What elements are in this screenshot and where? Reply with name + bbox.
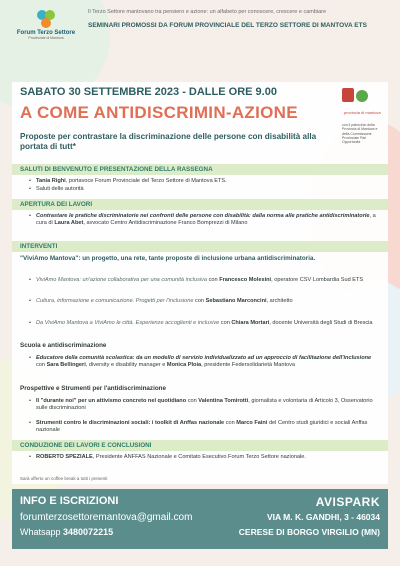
- talk-title: ViviAmo Mantova: un'azione collaborativa per una comunità inclusiva: [36, 277, 208, 283]
- speaker-name: Sebastiano Marconcini: [205, 298, 267, 304]
- list-item: [36, 320, 376, 327]
- connector-text: con: [219, 320, 232, 326]
- list-item: [36, 277, 376, 284]
- subsection-heading: "ViviAmo Mantova": un progetto, una rete, tante proposte di inclusione urbana antidiscriminatoria.: [20, 255, 316, 262]
- section-interventi: INTERVENTI: [12, 241, 388, 252]
- speaker-name: Marco Faini: [236, 420, 268, 426]
- speaker-role: , giornalista e volontaria di Articolo 3, Osservatorio sulle discriminazioni: [36, 398, 373, 411]
- info-title: INFO E ISCRIZIONI: [20, 495, 119, 507]
- connector-text: con: [207, 277, 220, 283]
- speaker-role: , Presidente ANFFAS Nazionale e Comitato Esecutivo Forum Terzo Settore nazionale.: [92, 454, 306, 460]
- list-item: [36, 355, 376, 369]
- speaker-role: , docente Università degli Studi di Brescia: [269, 320, 373, 326]
- header: [0, 0, 400, 80]
- coffee-note: Sarà offerto un coffee break a tutti i presenti: [20, 476, 108, 481]
- section-conclusione: CONDUZIONE DEI LAVORI E CONCLUSIONI: [12, 440, 388, 451]
- speaker-name: Tania Righi: [36, 178, 66, 184]
- connector-text: con: [224, 420, 237, 426]
- list-item: [36, 454, 376, 461]
- footer: [12, 489, 388, 549]
- patronage-text: con il patrocinio della Provincia di Mantova e della Commissione Provinciale Pari Opportunità: [342, 123, 378, 145]
- logo-text: Forum Terzo Settore: [16, 30, 76, 36]
- talk-title: Contrastare le pratiche discriminatorie nei confronti delle persone con disabilità: dalla norma alle pratiche antidiscriminatorie: [36, 213, 370, 219]
- section-apertura: APERTURA DEI LAVORI: [12, 199, 388, 210]
- event-title: A COME ANTIDISCRIMIN-AZIONE: [20, 103, 298, 122]
- patronage-block: [322, 88, 384, 144]
- speaker-name: Francesco Molesini: [219, 277, 272, 283]
- connector-text: con: [36, 362, 47, 368]
- subsection-heading: Scuola e antidiscriminazione: [20, 342, 107, 349]
- phone-line: [20, 527, 113, 537]
- provincia-logo-icon: [342, 88, 370, 110]
- list-item: [36, 213, 376, 227]
- speaker-role: , architetto: [266, 298, 293, 304]
- phone-number[interactable]: 3480072215: [63, 527, 114, 537]
- talk-title: Strumenti contro le discriminazioni sociali: i toolkit di Anffas nazionale: [36, 420, 225, 426]
- talk-title: Il "durante noi" per un attivismo concreto nel quotidiano: [36, 398, 187, 404]
- list-item: [36, 186, 376, 193]
- venue-city: CERESE DI BORGO VIRGILIO (MN): [238, 527, 380, 537]
- event-subtitle: Proposte per contrastare la discriminazione delle persone con disabilità alla portata di tutt*: [20, 132, 317, 151]
- list-item: [36, 398, 376, 412]
- forum-logo: [8, 8, 84, 40]
- speaker-role: , avvocato Centro Antidiscriminazione Franco Bomprezzi di Milano: [83, 220, 248, 226]
- talk-title: Educatore della comunità scolastica: da un modello di servizio individualizzato ad un approccio di facilitazione dell'inclusione: [36, 355, 372, 361]
- section-saluti: SALUTI DI BENVENUTO E PRESENTAZIONE DELLA RASSEGNA: [12, 164, 388, 175]
- speaker-role: del Centro studi giuridici e sociali Anffas nazionale: [36, 420, 368, 433]
- seminari-heading: SEMINARI PROMOSSI DA FORUM PROVINCIALE DEL TERZO SETTORE DI MANTOVA ETS: [88, 22, 367, 29]
- list-text: Saluti delle autorità: [36, 186, 84, 192]
- speaker-name: Laura Abet: [54, 220, 84, 226]
- patronage-brand: provincia di mantova: [344, 110, 381, 115]
- subsection-heading: Prospettive e Strumenti per l'antidiscriminazione: [20, 385, 167, 392]
- speaker-role: , operatore CSV Lombardia Sud ETS: [271, 277, 364, 283]
- list-item: [36, 420, 376, 434]
- speaker-name: Valentina Tomirotti: [198, 398, 249, 404]
- talk-title: Cultura, informazione e comunicazione. Progetti per l'inclusione: [36, 298, 194, 304]
- speaker-role: , portavoce Forum Provinciale del Terzo Settore di Mantova ETS.: [65, 178, 227, 184]
- talk-title: Da ViviAmo Mantova a ViviAmo le città. Esperienze accoglienti e inclusive: [36, 320, 220, 326]
- venue-address: VIA M. K. GANDHI, 3 - 46034: [266, 512, 380, 522]
- connector-text: con: [186, 398, 199, 404]
- list-item: [36, 298, 376, 305]
- speaker-name: Sara Bellingeri: [46, 362, 86, 368]
- speaker-role: , presidente Federsolidarietà Mantova: [201, 362, 296, 368]
- forum-logo-icon: [33, 8, 59, 30]
- email-link[interactable]: forumterzosettoremantova@gmail.com: [20, 512, 193, 523]
- list-item: [36, 178, 376, 185]
- speaker-name: Monica Ploia: [166, 362, 202, 368]
- connector-text: , a cura di: [36, 213, 376, 226]
- event-date: SABATO 30 SETTEMBRE 2023 - DALLE ORE 9.00: [20, 86, 277, 98]
- tagline: Il Terzo Settore mantovano tra pensiero e azione: un alfabeto per conoscere, crescere e cambiare: [88, 9, 327, 15]
- speaker-role: , diversity e disability manager e: [85, 362, 167, 368]
- speaker-name: Chiara Mortari: [231, 320, 270, 326]
- phone-label: Whatsapp: [20, 527, 64, 537]
- speaker-name: ROBERTO SPEZIALE: [36, 454, 93, 460]
- venue-name: AVISPARK: [315, 495, 380, 509]
- logo-sub: Provinciale di Mantova: [28, 36, 64, 40]
- connector-text: con: [193, 298, 206, 304]
